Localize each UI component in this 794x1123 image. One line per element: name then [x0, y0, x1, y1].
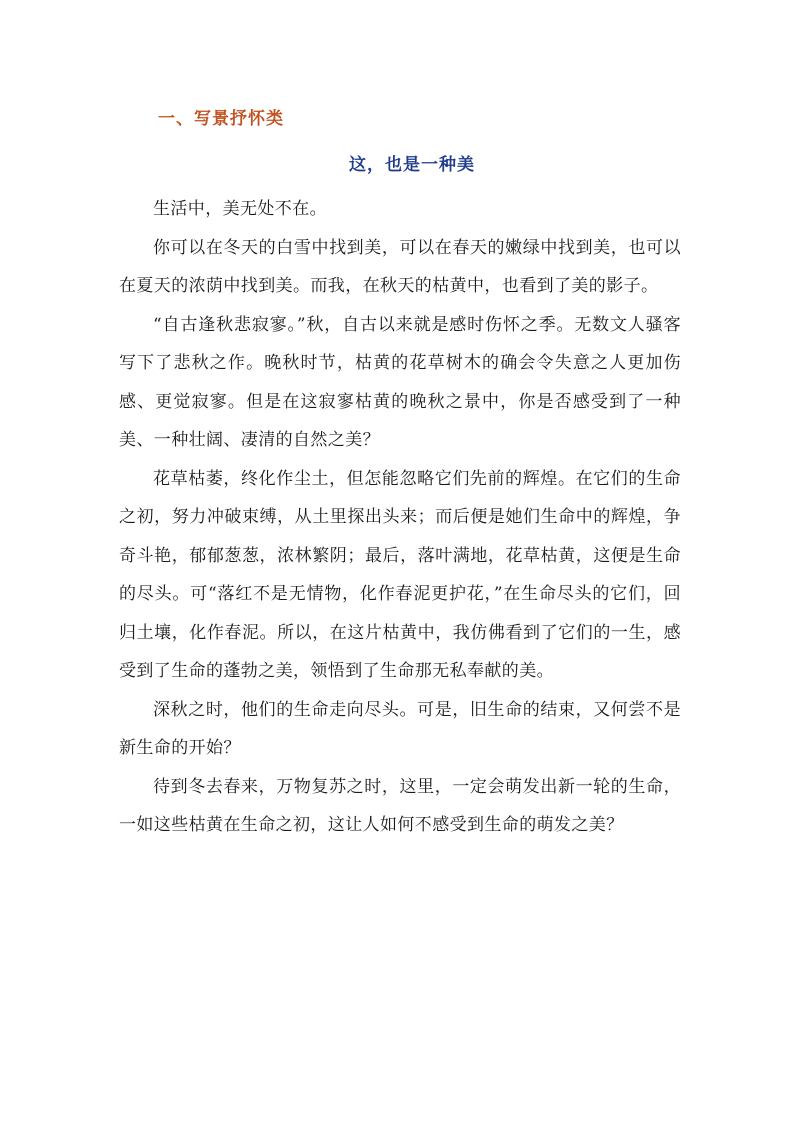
section-heading: 一、写景抒怀类 — [158, 109, 284, 129]
paragraph: 花草枯萎，终化作尘土，但怎能忽略它们先前的辉煌。在它们的生命之初，努力冲破束缚，从土里探出头来；而后便是她们生命中的辉煌，争奇斗艳，郁郁葱葱，浓林繁阴；最后，落叶满地，花草枯黄，这便是生命的尽头。可“落红不是无情物，化作春泥更护花，”在生命尽头的它们，回归土壤，化作春泥。所以，在这片枯黄中，我仿佛看到了它们的一生，感受到了生命的蓬勃之美，领悟到了生命那无私奉献的美。 — [119, 468, 681, 681]
essay-body — [119, 190, 681, 845]
paragraph: 待到冬去春来，万物复苏之时，这里，一定会萌发出新一轮的生命，一如这些枯黄在生命之初，这让人如何不感受到生命的萌发之美？ — [119, 776, 681, 835]
paragraph: “自古逢秋悲寂寥。”秋，自古以来就是感时伤怀之季。无数文人骚客写下了悲秋之作。晚秋时节，枯黄的花草树木的确会令失意之人更加伤感、更觉寂寥。但是在这寂寥枯黄的晚秋之景中，你是否感受到了一种美、一种壮阔、凄清的自然之美？ — [119, 314, 681, 450]
essay-title: 这，也是一种美 — [349, 155, 475, 175]
paragraph: 你可以在冬天的白雪中找到美，可以在春天的嫩绿中找到美，也可以在夏天的浓荫中找到美。而我，在秋天的枯黄中，也看到了美的影子。 — [119, 237, 681, 296]
paragraph: 生活中，美无处不在。 — [153, 199, 327, 219]
paragraph: 深秋之时，他们的生命走向尽头。可是，旧生命的结束，又何尝不是新生命的开始？ — [119, 699, 681, 758]
